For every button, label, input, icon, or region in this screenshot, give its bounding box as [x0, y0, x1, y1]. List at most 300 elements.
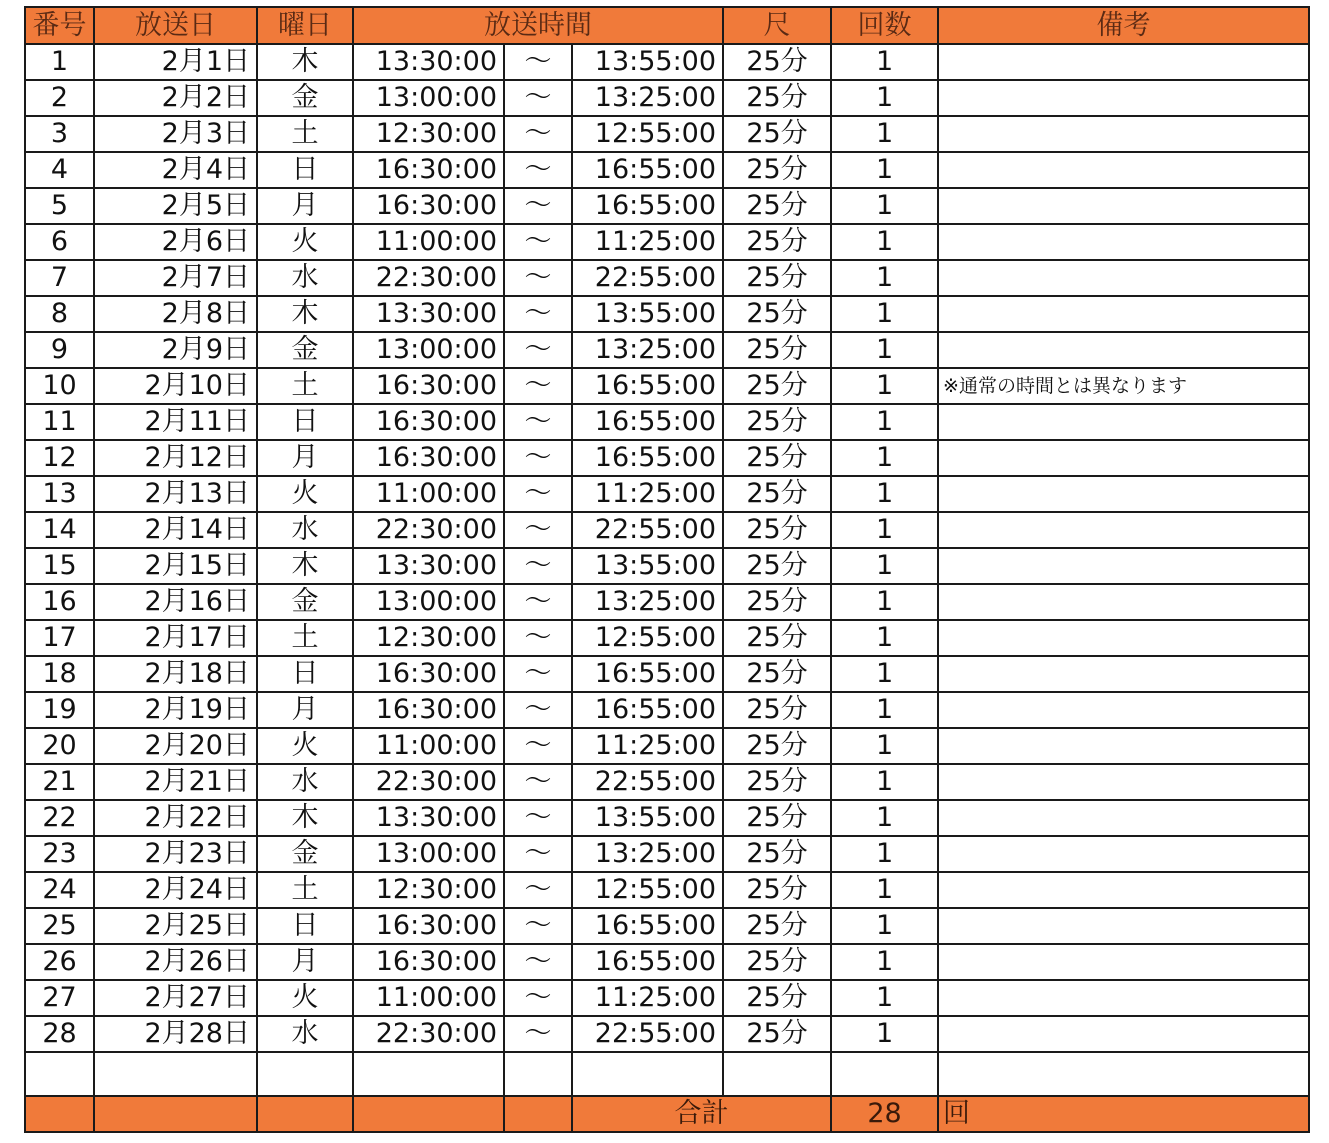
cell-start-time: 13:00:00 — [353, 80, 504, 116]
cell-weekday: 日 — [257, 152, 353, 188]
table-row — [25, 476, 1309, 512]
cell-weekday: 火 — [257, 224, 353, 260]
table-row — [25, 260, 1309, 296]
cell-no: 14 — [25, 512, 94, 548]
cell-remarks — [938, 332, 1309, 368]
cell-end-time: 11:25:00 — [572, 476, 723, 512]
cell-no: 18 — [25, 656, 94, 692]
cell-start-time: 12:30:00 — [353, 620, 504, 656]
cell-tilde: ～ — [504, 908, 572, 944]
cell-end-time: 13:55:00 — [572, 548, 723, 584]
cell-end-time: 13:25:00 — [572, 584, 723, 620]
header-no: 番号 — [25, 7, 94, 44]
cell-count: 1 — [831, 440, 938, 476]
cell-tilde: ～ — [504, 584, 572, 620]
cell-start-time: 13:30:00 — [353, 800, 504, 836]
cell-start-time: 16:30:00 — [353, 188, 504, 224]
cell-weekday: 水 — [257, 260, 353, 296]
cell-length: 25分 — [723, 692, 831, 728]
blank-cell — [353, 1052, 504, 1096]
cell-count: 1 — [831, 800, 938, 836]
blank-cell — [938, 1052, 1309, 1096]
cell-tilde: ～ — [504, 620, 572, 656]
cell-tilde: ～ — [504, 980, 572, 1016]
cell-no: 26 — [25, 944, 94, 980]
header-length: 尺 — [723, 7, 831, 44]
cell-count: 1 — [831, 368, 938, 404]
cell-no: 11 — [25, 404, 94, 440]
cell-tilde: ～ — [504, 260, 572, 296]
cell-end-time: 13:55:00 — [572, 44, 723, 80]
cell-count: 1 — [831, 908, 938, 944]
cell-end-time: 13:25:00 — [572, 80, 723, 116]
cell-count: 1 — [831, 692, 938, 728]
cell-count: 1 — [831, 944, 938, 980]
table-row — [25, 296, 1309, 332]
cell-count: 1 — [831, 188, 938, 224]
table-row — [25, 728, 1309, 764]
cell-count: 1 — [831, 584, 938, 620]
cell-weekday: 日 — [257, 908, 353, 944]
cell-date: 2月5日 — [94, 188, 257, 224]
total-value: 28 — [831, 1096, 938, 1132]
cell-end-time: 16:55:00 — [572, 908, 723, 944]
cell-tilde: ～ — [504, 188, 572, 224]
cell-no: 17 — [25, 620, 94, 656]
cell-remarks — [938, 692, 1309, 728]
cell-length: 25分 — [723, 944, 831, 980]
cell-tilde: ～ — [504, 224, 572, 260]
cell-length: 25分 — [723, 260, 831, 296]
cell-start-time: 16:30:00 — [353, 440, 504, 476]
cell-remarks — [938, 44, 1309, 80]
cell-no: 22 — [25, 800, 94, 836]
cell-no: 16 — [25, 584, 94, 620]
cell-length: 25分 — [723, 728, 831, 764]
cell-remarks — [938, 260, 1309, 296]
cell-end-time: 12:55:00 — [572, 872, 723, 908]
cell-weekday: 金 — [257, 584, 353, 620]
cell-remarks — [938, 764, 1309, 800]
cell-end-time: 22:55:00 — [572, 260, 723, 296]
cell-date: 2月2日 — [94, 80, 257, 116]
cell-weekday: 日 — [257, 656, 353, 692]
cell-end-time: 13:55:00 — [572, 800, 723, 836]
cell-date: 2月18日 — [94, 656, 257, 692]
cell-date: 2月10日 — [94, 368, 257, 404]
cell-weekday: 金 — [257, 332, 353, 368]
cell-count: 1 — [831, 152, 938, 188]
cell-end-time: 11:25:00 — [572, 728, 723, 764]
cell-end-time: 22:55:00 — [572, 512, 723, 548]
cell-count: 1 — [831, 224, 938, 260]
cell-start-time: 13:30:00 — [353, 548, 504, 584]
cell-length: 25分 — [723, 908, 831, 944]
cell-date: 2月26日 — [94, 944, 257, 980]
cell-start-time: 12:30:00 — [353, 872, 504, 908]
blank-row — [25, 1052, 1309, 1096]
cell-tilde: ～ — [504, 44, 572, 80]
cell-date: 2月15日 — [94, 548, 257, 584]
cell-date: 2月28日 — [94, 1016, 257, 1052]
cell-remarks: ※通常の時間とは異なります — [938, 368, 1309, 404]
table-row — [25, 152, 1309, 188]
cell-weekday: 月 — [257, 440, 353, 476]
cell-length: 25分 — [723, 548, 831, 584]
table-row — [25, 800, 1309, 836]
cell-length: 25分 — [723, 872, 831, 908]
cell-weekday: 月 — [257, 944, 353, 980]
cell-count: 1 — [831, 296, 938, 332]
cell-count: 1 — [831, 512, 938, 548]
cell-tilde: ～ — [504, 836, 572, 872]
cell-end-time: 11:25:00 — [572, 980, 723, 1016]
cell-end-time: 16:55:00 — [572, 656, 723, 692]
total-unit: 回 — [938, 1096, 1309, 1132]
cell-weekday: 日 — [257, 404, 353, 440]
cell-end-time: 16:55:00 — [572, 404, 723, 440]
cell-end-time: 16:55:00 — [572, 152, 723, 188]
table-row — [25, 980, 1309, 1016]
table-row — [25, 368, 1309, 404]
footer-cell — [504, 1096, 572, 1132]
cell-remarks — [938, 440, 1309, 476]
cell-remarks — [938, 512, 1309, 548]
cell-tilde: ～ — [504, 368, 572, 404]
cell-weekday: 木 — [257, 296, 353, 332]
cell-remarks — [938, 728, 1309, 764]
cell-end-time: 16:55:00 — [572, 944, 723, 980]
cell-length: 25分 — [723, 440, 831, 476]
cell-length: 25分 — [723, 152, 831, 188]
cell-remarks — [938, 296, 1309, 332]
cell-start-time: 16:30:00 — [353, 368, 504, 404]
cell-tilde: ～ — [504, 800, 572, 836]
cell-no: 10 — [25, 368, 94, 404]
cell-date: 2月19日 — [94, 692, 257, 728]
cell-date: 2月22日 — [94, 800, 257, 836]
cell-remarks — [938, 620, 1309, 656]
footer-cell — [353, 1096, 504, 1132]
header-weekday: 曜日 — [257, 7, 353, 44]
cell-count: 1 — [831, 476, 938, 512]
cell-no: 20 — [25, 728, 94, 764]
cell-count: 1 — [831, 836, 938, 872]
cell-weekday: 火 — [257, 980, 353, 1016]
cell-count: 1 — [831, 548, 938, 584]
cell-weekday: 水 — [257, 1016, 353, 1052]
cell-date: 2月9日 — [94, 332, 257, 368]
cell-count: 1 — [831, 404, 938, 440]
cell-remarks — [938, 872, 1309, 908]
cell-start-time: 16:30:00 — [353, 908, 504, 944]
cell-no: 13 — [25, 476, 94, 512]
table-row — [25, 836, 1309, 872]
cell-tilde: ～ — [504, 548, 572, 584]
cell-remarks — [938, 1016, 1309, 1052]
cell-weekday: 火 — [257, 476, 353, 512]
cell-end-time: 16:55:00 — [572, 188, 723, 224]
cell-remarks — [938, 188, 1309, 224]
cell-length: 25分 — [723, 188, 831, 224]
cell-date: 2月14日 — [94, 512, 257, 548]
cell-date: 2月21日 — [94, 764, 257, 800]
cell-count: 1 — [831, 728, 938, 764]
cell-remarks — [938, 224, 1309, 260]
table-row — [25, 224, 1309, 260]
cell-date: 2月11日 — [94, 404, 257, 440]
cell-tilde: ～ — [504, 404, 572, 440]
cell-no: 12 — [25, 440, 94, 476]
blank-cell — [25, 1052, 94, 1096]
cell-tilde: ～ — [504, 332, 572, 368]
cell-start-time: 16:30:00 — [353, 944, 504, 980]
cell-end-time: 12:55:00 — [572, 116, 723, 152]
cell-length: 25分 — [723, 512, 831, 548]
cell-date: 2月24日 — [94, 872, 257, 908]
cell-end-time: 16:55:00 — [572, 368, 723, 404]
cell-length: 25分 — [723, 44, 831, 80]
cell-date: 2月17日 — [94, 620, 257, 656]
cell-weekday: 木 — [257, 44, 353, 80]
cell-length: 25分 — [723, 800, 831, 836]
cell-weekday: 土 — [257, 116, 353, 152]
cell-tilde: ～ — [504, 116, 572, 152]
cell-remarks — [938, 980, 1309, 1016]
header-remarks: 備考 — [938, 7, 1309, 44]
cell-date: 2月13日 — [94, 476, 257, 512]
cell-date: 2月27日 — [94, 980, 257, 1016]
cell-date: 2月23日 — [94, 836, 257, 872]
cell-length: 25分 — [723, 584, 831, 620]
cell-end-time: 13:25:00 — [572, 836, 723, 872]
cell-tilde: ～ — [504, 728, 572, 764]
cell-weekday: 金 — [257, 836, 353, 872]
cell-start-time: 11:00:00 — [353, 728, 504, 764]
cell-weekday: 月 — [257, 692, 353, 728]
table-row — [25, 1016, 1309, 1052]
cell-start-time: 22:30:00 — [353, 764, 504, 800]
cell-length: 25分 — [723, 656, 831, 692]
footer-cell — [257, 1096, 353, 1132]
cell-weekday: 火 — [257, 728, 353, 764]
cell-date: 2月25日 — [94, 908, 257, 944]
cell-weekday: 水 — [257, 764, 353, 800]
cell-end-time: 11:25:00 — [572, 224, 723, 260]
table-row — [25, 80, 1309, 116]
cell-no: 21 — [25, 764, 94, 800]
schedule-rows — [25, 44, 1309, 1052]
cell-remarks — [938, 476, 1309, 512]
cell-remarks — [938, 548, 1309, 584]
cell-date: 2月3日 — [94, 116, 257, 152]
cell-remarks — [938, 800, 1309, 836]
cell-start-time: 22:30:00 — [353, 512, 504, 548]
cell-tilde: ～ — [504, 80, 572, 116]
table-row — [25, 440, 1309, 476]
cell-length: 25分 — [723, 296, 831, 332]
cell-weekday: 土 — [257, 620, 353, 656]
cell-no: 2 — [25, 80, 94, 116]
cell-count: 1 — [831, 872, 938, 908]
cell-start-time: 16:30:00 — [353, 692, 504, 728]
cell-remarks — [938, 584, 1309, 620]
cell-tilde: ～ — [504, 764, 572, 800]
blank-cell — [94, 1052, 257, 1096]
cell-end-time: 12:55:00 — [572, 620, 723, 656]
cell-no: 5 — [25, 188, 94, 224]
cell-remarks — [938, 404, 1309, 440]
cell-start-time: 16:30:00 — [353, 404, 504, 440]
cell-remarks — [938, 116, 1309, 152]
cell-weekday: 木 — [257, 800, 353, 836]
blank-cell — [257, 1052, 353, 1096]
cell-date: 2月1日 — [94, 44, 257, 80]
cell-tilde: ～ — [504, 656, 572, 692]
cell-date: 2月16日 — [94, 584, 257, 620]
cell-start-time: 13:00:00 — [353, 584, 504, 620]
cell-no: 28 — [25, 1016, 94, 1052]
cell-date: 2月7日 — [94, 260, 257, 296]
cell-date: 2月20日 — [94, 728, 257, 764]
broadcast-schedule-table — [24, 6, 1310, 1133]
table-row — [25, 332, 1309, 368]
cell-date: 2月6日 — [94, 224, 257, 260]
table-row — [25, 944, 1309, 980]
cell-tilde: ～ — [504, 152, 572, 188]
table-row — [25, 620, 1309, 656]
cell-start-time: 11:00:00 — [353, 980, 504, 1016]
cell-no: 15 — [25, 548, 94, 584]
table-row — [25, 908, 1309, 944]
cell-weekday: 木 — [257, 548, 353, 584]
blank-cell — [572, 1052, 723, 1096]
cell-start-time: 13:00:00 — [353, 836, 504, 872]
cell-no: 27 — [25, 980, 94, 1016]
cell-length: 25分 — [723, 1016, 831, 1052]
cell-remarks — [938, 80, 1309, 116]
cell-remarks — [938, 908, 1309, 944]
cell-tilde: ～ — [504, 476, 572, 512]
cell-no: 3 — [25, 116, 94, 152]
cell-weekday: 水 — [257, 512, 353, 548]
cell-length: 25分 — [723, 620, 831, 656]
cell-weekday: 土 — [257, 872, 353, 908]
cell-count: 1 — [831, 116, 938, 152]
cell-count: 1 — [831, 656, 938, 692]
cell-weekday: 土 — [257, 368, 353, 404]
cell-no: 6 — [25, 224, 94, 260]
cell-start-time: 11:00:00 — [353, 476, 504, 512]
cell-count: 1 — [831, 980, 938, 1016]
cell-remarks — [938, 944, 1309, 980]
cell-start-time: 16:30:00 — [353, 656, 504, 692]
cell-start-time: 12:30:00 — [353, 116, 504, 152]
cell-end-time: 13:55:00 — [572, 296, 723, 332]
cell-remarks — [938, 836, 1309, 872]
cell-start-time: 13:30:00 — [353, 44, 504, 80]
cell-start-time: 13:30:00 — [353, 296, 504, 332]
blank-cell — [504, 1052, 572, 1096]
cell-tilde: ～ — [504, 440, 572, 476]
cell-remarks — [938, 656, 1309, 692]
cell-length: 25分 — [723, 332, 831, 368]
cell-no: 19 — [25, 692, 94, 728]
cell-no: 8 — [25, 296, 94, 332]
cell-length: 25分 — [723, 476, 831, 512]
table-row — [25, 872, 1309, 908]
cell-length: 25分 — [723, 764, 831, 800]
table-row — [25, 116, 1309, 152]
cell-count: 1 — [831, 620, 938, 656]
table-row — [25, 44, 1309, 80]
cell-start-time: 16:30:00 — [353, 152, 504, 188]
cell-length: 25分 — [723, 116, 831, 152]
cell-weekday: 月 — [257, 188, 353, 224]
total-label: 合計 — [572, 1096, 831, 1132]
cell-count: 1 — [831, 260, 938, 296]
header-date: 放送日 — [94, 7, 257, 44]
table-row — [25, 656, 1309, 692]
table-row — [25, 584, 1309, 620]
cell-tilde: ～ — [504, 1016, 572, 1052]
blank-cell — [831, 1052, 938, 1096]
table-row — [25, 188, 1309, 224]
cell-end-time: 22:55:00 — [572, 1016, 723, 1052]
cell-date: 2月4日 — [94, 152, 257, 188]
table-row — [25, 764, 1309, 800]
cell-end-time: 16:55:00 — [572, 692, 723, 728]
cell-count: 1 — [831, 1016, 938, 1052]
cell-no: 1 — [25, 44, 94, 80]
cell-end-time: 16:55:00 — [572, 440, 723, 476]
footer-cell — [25, 1096, 94, 1132]
header-row — [25, 7, 1309, 44]
cell-no: 24 — [25, 872, 94, 908]
cell-length: 25分 — [723, 80, 831, 116]
cell-tilde: ～ — [504, 296, 572, 332]
table-row — [25, 512, 1309, 548]
header-count: 回数 — [831, 7, 938, 44]
cell-no: 9 — [25, 332, 94, 368]
cell-end-time: 22:55:00 — [572, 764, 723, 800]
cell-tilde: ～ — [504, 944, 572, 980]
header-time: 放送時間 — [353, 7, 723, 44]
table-row — [25, 548, 1309, 584]
cell-start-time: 22:30:00 — [353, 260, 504, 296]
cell-count: 1 — [831, 44, 938, 80]
cell-start-time: 13:00:00 — [353, 332, 504, 368]
cell-length: 25分 — [723, 836, 831, 872]
cell-start-time: 11:00:00 — [353, 224, 504, 260]
cell-length: 25分 — [723, 224, 831, 260]
cell-length: 25分 — [723, 980, 831, 1016]
cell-tilde: ～ — [504, 692, 572, 728]
total-row — [25, 1096, 1309, 1132]
table-row — [25, 692, 1309, 728]
cell-no: 25 — [25, 908, 94, 944]
cell-tilde: ～ — [504, 512, 572, 548]
cell-date: 2月8日 — [94, 296, 257, 332]
cell-end-time: 13:25:00 — [572, 332, 723, 368]
cell-no: 23 — [25, 836, 94, 872]
table-row — [25, 404, 1309, 440]
cell-weekday: 金 — [257, 80, 353, 116]
cell-count: 1 — [831, 332, 938, 368]
cell-remarks — [938, 152, 1309, 188]
cell-count: 1 — [831, 764, 938, 800]
blank-cell — [723, 1052, 831, 1096]
